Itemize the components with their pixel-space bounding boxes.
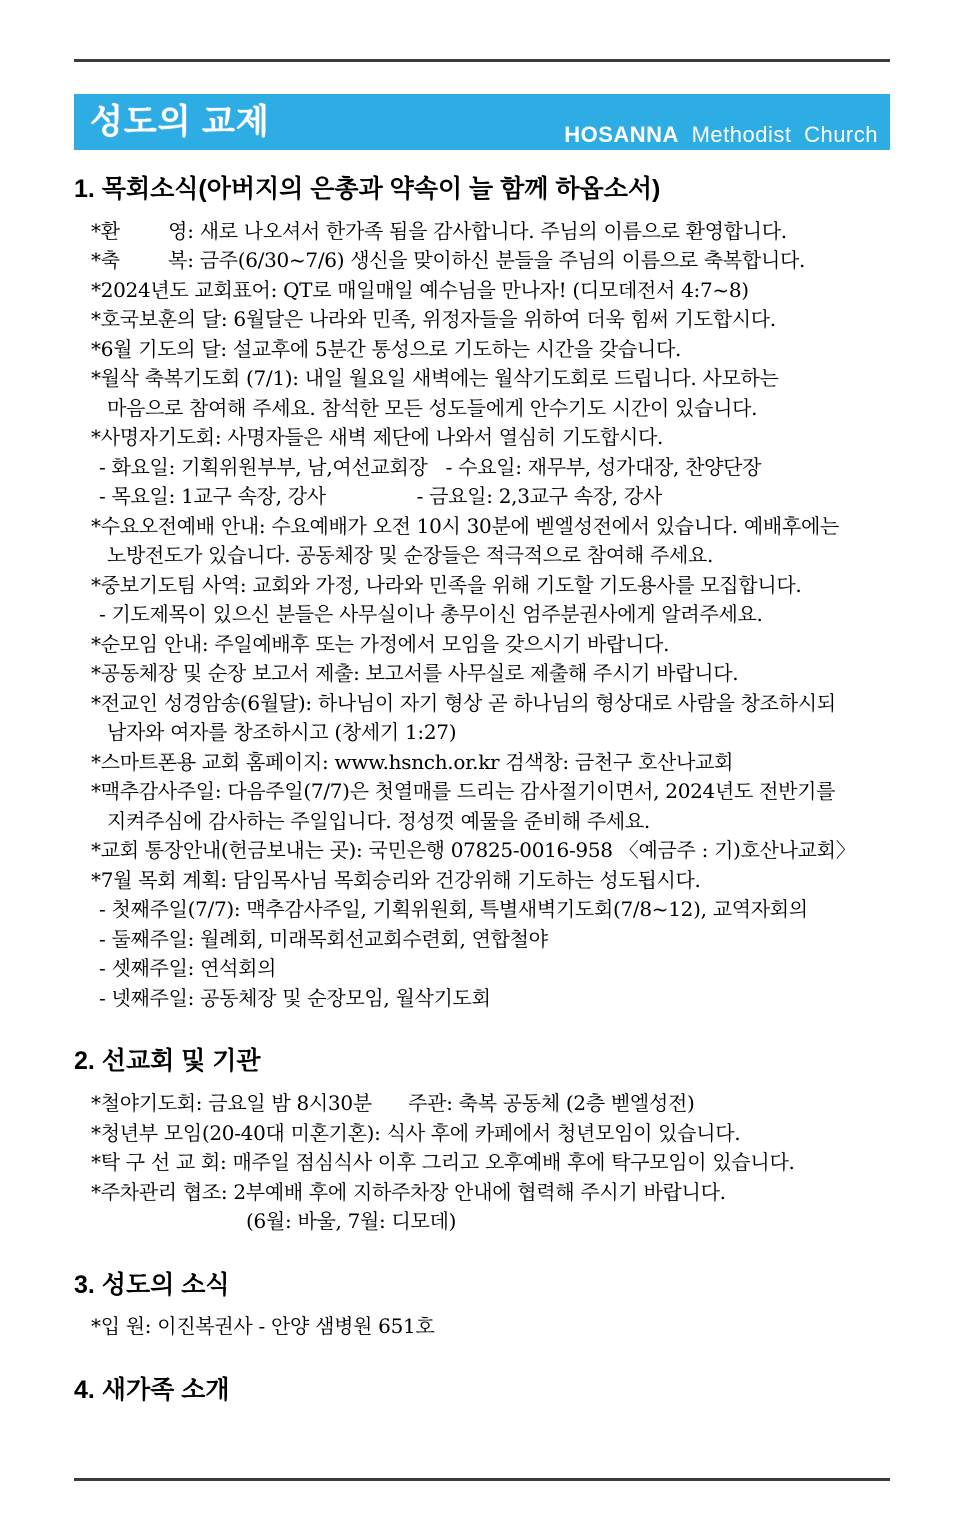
bulletin-line: (6월: 바울, 7월: 디모데): [246, 1209, 457, 1233]
bulletin-line: 지켜주심에 감사하는 주일입니다. 정성껏 예물을 준비해 주세요.: [107, 808, 650, 833]
section: [74, 175, 890, 1013]
church-name-bold: HOSANNA: [564, 122, 679, 147]
bulletin-line: 마음으로 참여해 주세요. 참석한 모든 성도들에게 안수기도 시간이 있습니다.: [107, 395, 758, 420]
section-heading: 1. 목회소식(아버지의 은총과 약속이 늘 함께 하옵소서): [74, 175, 661, 203]
bulletin-line: - 기도제목이 있으신 분들은 사무실이나 총무이신 엄주분권사에게 알려주세요.: [99, 602, 763, 627]
section: [74, 1376, 890, 1405]
bulletin-line: 남자와 여자를 창조하시고 (창세기 1:27): [107, 720, 457, 745]
top-rule: [74, 59, 890, 62]
page-title: 성도의 교제: [90, 103, 270, 141]
bulletin-line: *교회 통장안내(헌금보내는 곳): 국민은행 07825-0016-958 〈예금주 : 기)호산나교회〉: [91, 838, 856, 863]
section-heading: 2. 선교회 및 기관: [74, 1047, 261, 1076]
bulletin-line: *6월 기도의 달: 설교후에 5분간 통성으로 기도하는 시간을 갖습니다.: [91, 336, 682, 361]
section: [74, 1271, 890, 1342]
bulletin-line: *환 영: 새로 나오셔서 한가족 됨을 감사합니다. 주님의 이름으로 환영합니다.: [91, 218, 787, 243]
section-heading: 4. 새가족 소개: [74, 1375, 230, 1404]
bulletin-line: - 넷째주일: 공동체장 및 순장모임, 월삭기도회: [99, 985, 491, 1010]
bulletin-line: *호국보훈의 달: 6월달은 나라와 민족, 위정자들을 위하여 더욱 힘써 기도합시다.: [91, 307, 776, 332]
bulletin-line: - 둘째주일: 월례회, 미래목회선교회수련회, 연합철야: [99, 926, 548, 951]
bulletin-line: *중보기도팀 사역: 교회와 가정, 나라와 민족을 위해 기도할 기도용사를 모집합니다.: [91, 572, 802, 597]
bulletin-line: *축 복: 금주(6/30~7/6) 생신을 맞이하신 분들을 주님의 이름으로 축복합니다.: [91, 248, 806, 273]
title-banner: [74, 94, 890, 150]
spacer: [74, 1418, 890, 1479]
bulletin-line: *탁 구 선 교 회: 매주일 점심식사 이후 그리고 오후예배 후에 탁구모임이 있습니다.: [91, 1150, 795, 1174]
bulletin-line: *수요오전예배 안내: 수요예배가 오전 10시 30분에 벧엘성전에서 있습니다. 예배후에는: [91, 513, 840, 538]
bulletin-line: *월삭 축복기도회 (7/1): 내일 월요일 새벽에는 월삭기도회로 드립니다. 사모하는: [91, 366, 779, 391]
bulletin-line: *순모임 안내: 주일예배후 또는 가정에서 모임을 갖으시기 바랍니다.: [91, 631, 670, 656]
bulletin-line: *청년부 모임(20-40대 미혼기혼): 식사 후에 카페에서 청년모임이 있습니다.: [91, 1120, 741, 1145]
bulletin-line: *맥추감사주일: 다음주일(7/7)은 첫열매를 드리는 감사절기이면서, 2024년도 전반기를: [91, 779, 836, 804]
bulletin-line: *스마트폰용 교회 홈페이지: www.hsnch.or.kr 검색창: 금천구 호산나교회: [91, 749, 734, 774]
bottom-margin: [74, 1481, 890, 1531]
bulletin-line: *사명자기도회: 사명자들은 새벽 제단에 나와서 열심히 기도합시다.: [91, 425, 664, 450]
church-name-rest: Methodist Church: [691, 122, 878, 147]
sections: [74, 150, 890, 1418]
bulletin-line: *2024년도 교회표어: QT로 매일매일 예수님을 만나자! (디모데전서 4:7~8): [91, 277, 749, 302]
bulletin-line: - 첫째주일(7/7): 맥추감사주일, 기획위원회, 특별새벽기도회(7/8~12), 교역자회의: [99, 897, 808, 922]
bulletin-line: *주차관리 협조: 2부예배 후에 지하주차장 안내에 협력해 주시기 바랍니다.: [91, 1179, 726, 1204]
bulletin-line: - 목요일: 1교구 속장, 강사 - 금요일: 2,3교구 속장, 강사: [99, 484, 662, 509]
section: [74, 1047, 890, 1236]
bulletin-line: 노방전도가 있습니다. 공동체장 및 순장들은 적극적으로 참여해 주세요.: [107, 543, 714, 568]
bulletin-line: - 화요일: 기획위원부부, 남,여선교회장 - 수요일: 재무부, 성가대장, 찬양단장: [99, 454, 762, 479]
bulletin-line: *공동체장 및 순장 보고서 제출: 보고서를 사무실로 제출해 주시기 바랍니다.: [91, 661, 739, 686]
bulletin-line: *전교인 성경암송(6월달): 하나님이 자기 형상 곧 하나님의 형상대로 사람을 창조하시되: [91, 690, 836, 715]
bulletin-line: - 셋째주일: 연석회의: [99, 956, 277, 981]
bulletin-line: *7월 목회 계획: 담임목사님 목회승리와 건강위해 기도하는 성도됩시다.: [91, 867, 701, 892]
bulletin-line: *입 원: 이진복권사 - 안양 샘병원 651호: [91, 1314, 435, 1339]
bulletin-line: *철야기도회: 금요일 밤 8시30분 주관: 축복 공동체 (2층 벧엘성전): [91, 1091, 695, 1115]
section-heading: 3. 성도의 소식: [74, 1270, 230, 1299]
church-name: [564, 124, 878, 150]
